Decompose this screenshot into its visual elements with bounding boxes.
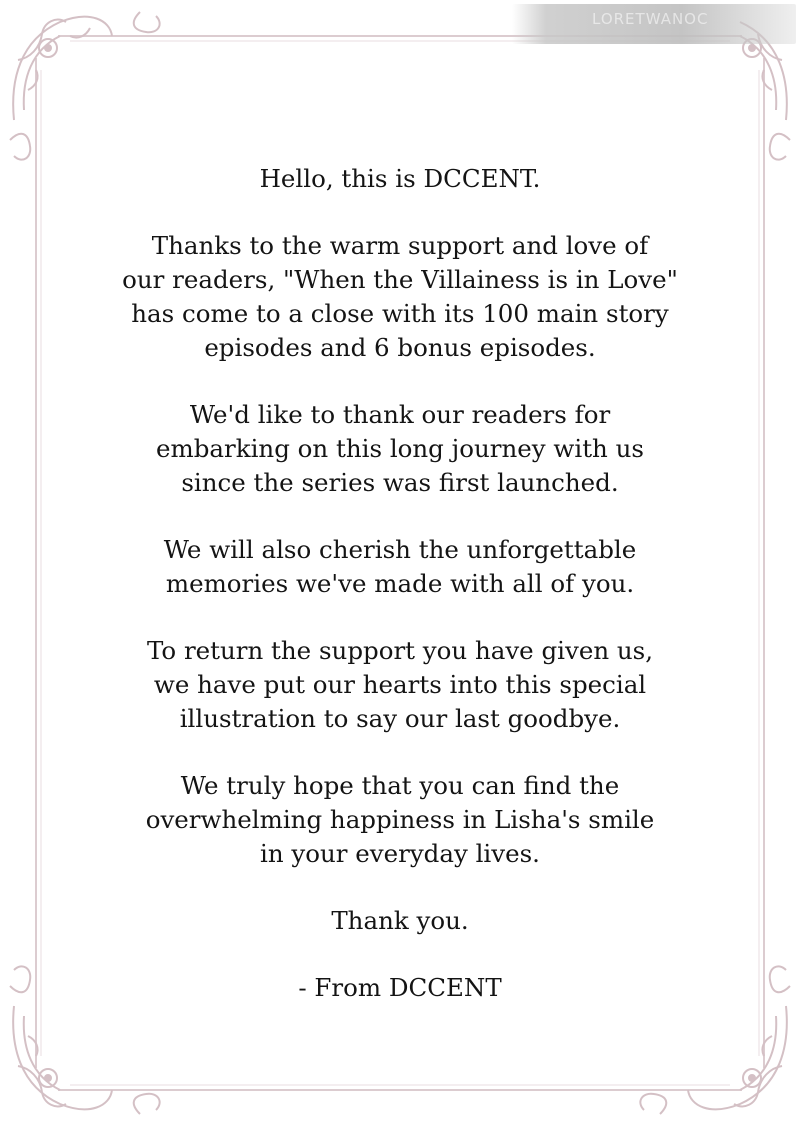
watermark-text: LORETWANOC — [592, 10, 709, 28]
closing-text: Thank you. — [331, 906, 469, 935]
corner-ornament-top-left — [10, 12, 160, 160]
watermark-banner — [512, 4, 796, 44]
paragraph-happiness: We truly hope that you can find the overwhelming happiness in Lisha's smile in your everyday lives. — [145, 771, 655, 868]
paragraph-journey: We'd like to thank our readers for embarking on this long journey with us since the series was first launched. — [156, 400, 644, 497]
signature-text: - From DCCENT — [298, 973, 502, 1002]
greeting-text: Hello, this is DCCENT. — [259, 164, 541, 193]
paragraph-illustration: To return the support you have given us, we have put our hearts into this special illustration to say our last goodbye. — [146, 636, 654, 733]
paragraph-thanks: Thanks to the warm support and love of our readers, "When the Villainess is in Love" has come to a close with its 100 main story episodes and 6 bonus episodes. — [122, 231, 678, 362]
paragraph-memories: We will also cherish the unforgettable memories we've made with all of you. — [163, 535, 637, 598]
letter-body — [90, 162, 710, 1005]
